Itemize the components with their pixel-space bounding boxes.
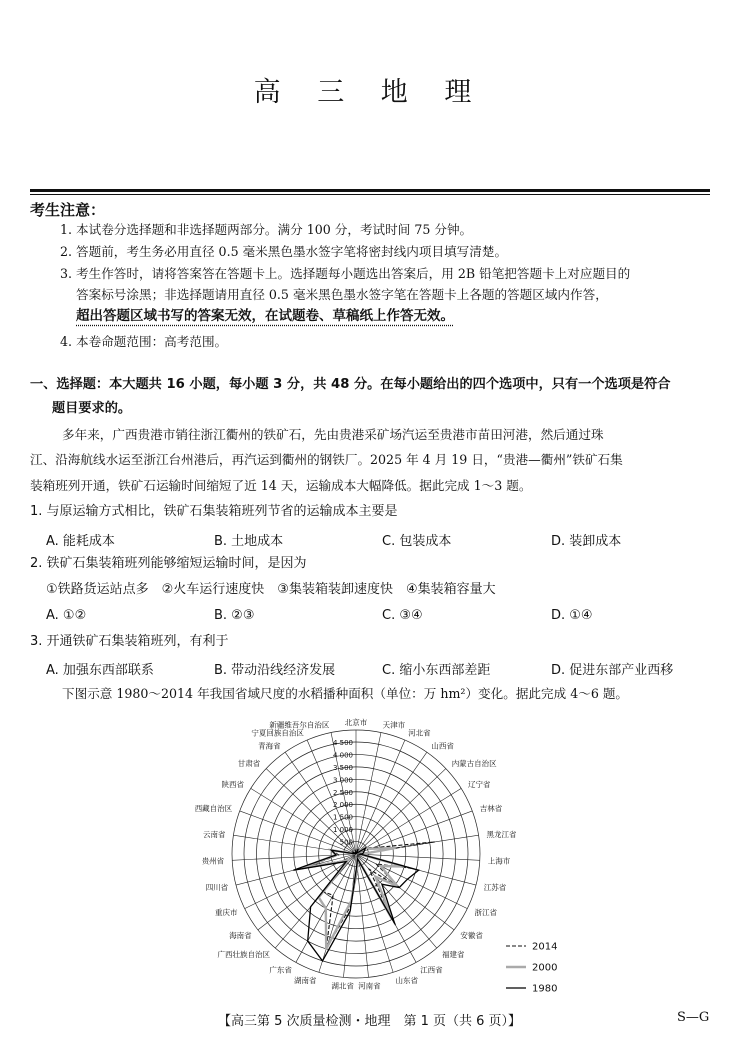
passage1-line-2: 江、沿海航线水运至浙江台州港后，再汽运到衢州的钢铁厂。2025 年 4 月 19 日，“贵港—衢州”铁矿石集 (30, 452, 623, 467)
q3-option-a[interactable]: A. 加强东西部联系 (46, 663, 154, 678)
radial-label-500: 500 (339, 838, 353, 847)
spoke-10 (356, 854, 467, 909)
chart-legend (506, 942, 557, 995)
radial-label-4500: 4 500 (332, 739, 353, 747)
radial-label-4000: 4 000 (332, 751, 353, 760)
category-label: 新疆维吾尔自治区 (269, 720, 330, 730)
category-label: 辽宁省 (468, 780, 491, 790)
category-label: 海南省 (229, 930, 252, 940)
q1-option-c[interactable]: C. 包装成本 (382, 534, 452, 549)
notice-heading: 考生注意： (30, 201, 106, 219)
legend-label-1980: 1980 (532, 983, 558, 995)
passage2: 下图示意 1980～2014 年我国省域尺度的水稻播种面积（单位：万 hm²）变化。据此完成 4～6 题。 (62, 686, 629, 701)
question-3-stem: 3. 开通铁矿石集装箱班列，有利于 (30, 634, 229, 649)
header-rule-thick (30, 189, 710, 192)
category-label: 内蒙古自治区 (451, 759, 497, 769)
category-label: 西藏自治区 (194, 804, 233, 814)
category-label: 江苏省 (483, 883, 507, 893)
radial-label-1000: 1 000 (332, 826, 353, 835)
q2-option-a[interactable]: A. ①② (46, 608, 87, 623)
category-label: 上海市 (487, 856, 511, 866)
q1-option-a[interactable]: A. 能耗成本 (46, 534, 115, 549)
question-2-stem: 2. 铁矿石集装箱班列能够缩短运输时间，是因为 (30, 556, 307, 571)
q2-option-b[interactable]: B. ②③ (214, 608, 255, 623)
category-label: 湖南省 (294, 975, 317, 985)
category-label: 黑龙江省 (486, 830, 517, 839)
question-1-stem: 1. 与原运输方式相比，铁矿石集装箱班列节省的运输成本主要是 (30, 504, 398, 519)
spoke-11 (356, 854, 454, 930)
radial-label-2500: 2 500 (332, 788, 353, 797)
section-heading: 一、选择题：本大题共 16 小题，每小题 3 分，共 48 分。在每小题给出的四个选项中，只有一个选项是符合 (30, 377, 671, 392)
notice-emphasis: 超出答题区域书写的答案无效，在试题卷、草稿纸上作答无效。 (76, 308, 454, 324)
category-label: 福建省 (442, 950, 465, 960)
section-heading-cont: 题目要求的。 (52, 401, 132, 416)
q3-option-c[interactable]: C. 缩小东西部差距 (382, 663, 491, 678)
category-label: 四川省 (205, 883, 229, 893)
passage1-line-1: 多年来，广西贵港市销往浙江衢州的铁矿石，先由贵港采矿场汽运至贵港市苗田河港，然后通过珠 (62, 427, 604, 442)
category-label: 贵州省 (201, 856, 225, 866)
notice-item-4: 4. 本卷命题范围：高考范围。 (60, 334, 228, 349)
category-label: 河南省 (358, 981, 381, 991)
category-label: 青海省 (258, 741, 281, 751)
header-rule-thin (30, 194, 710, 195)
category-label: 山西省 (431, 741, 454, 751)
radial-label-2000: 2 000 (332, 801, 353, 810)
category-label: 吉林省 (479, 804, 503, 814)
question-2-statements: ①铁路货运站点多 ②火车运行速度快 ③集装箱装卸速度快 ④集装箱容量大 (46, 582, 496, 597)
page-title: 高 三 地 理 (253, 77, 486, 108)
spoke-4 (356, 769, 446, 854)
category-label: 重庆市 (215, 908, 238, 918)
rice-area-radar-chart (180, 706, 570, 1004)
notice-item-3: 3. 考生作答时，请将答案答在答题卡上。选择题每小题选出答案后，用 2B 铅笔把答题卡上对应题目的 (60, 266, 631, 281)
spoke-5 (356, 788, 461, 854)
notice-item-2: 2. 答题前，考生务必用直径 0.5 毫米黑色墨水签字笔将密封线内项目填写清楚。 (60, 244, 508, 259)
category-label: 北京市 (344, 718, 368, 727)
category-label: 山东省 (395, 975, 418, 985)
page-footer: 【高三第 5 次质量检测・地理 第 1 页（共 6 页）】 (217, 1014, 522, 1029)
legend-label-2000: 2000 (532, 962, 558, 974)
category-label: 浙江省 (474, 908, 497, 918)
category-label: 广东省 (269, 965, 292, 975)
radial-label-3000: 3 000 (332, 776, 353, 785)
category-label: 甘肃省 (237, 759, 261, 769)
category-label: 天津市 (382, 720, 406, 730)
passage1-line-3: 装箱班列开通，铁矿石运输时间缩短了近 14 天，运输成本大幅降低。据此完成 1～3 题。 (30, 478, 532, 493)
q2-option-c[interactable]: C. ③④ (382, 608, 423, 623)
category-label: 河北省 (408, 728, 431, 738)
notice-item-3-cont: 答案标号涂黑；非选择题请用直径 0.5 毫米黑色墨水签字笔在答题卡上各题的答题区域内作答， (76, 287, 608, 302)
q3-option-b[interactable]: B. 带动沿线经济发展 (214, 663, 336, 678)
q2-option-d[interactable]: D. ①④ (551, 608, 593, 623)
radar-radial-labels (333, 739, 353, 847)
category-label: 云南省 (203, 830, 226, 839)
category-label: 湖北省 (331, 981, 354, 991)
notice-item-1: 1. 本试卷分选择题和非选择题两部分。满分 100 分，考试时间 75 分钟。 (60, 222, 473, 237)
category-label: 江西省 (420, 965, 443, 975)
radial-label-1500: 1 500 (332, 813, 353, 822)
legend-label-2014: 2014 (532, 941, 558, 953)
q3-option-d[interactable]: D. 促进东部产业西移 (551, 663, 674, 678)
category-label: 陕西省 (221, 780, 244, 790)
category-label: 宁夏回族自治区 (251, 728, 304, 738)
q1-option-b[interactable]: B. 土地成本 (214, 534, 284, 549)
footer-code: S—G (677, 1010, 710, 1025)
category-label: 安徽省 (460, 930, 483, 940)
category-label: 广西壮族自治区 (217, 950, 270, 960)
radial-label-3500: 3 500 (332, 763, 353, 772)
q1-option-d[interactable]: D. 装卸成本 (551, 534, 622, 549)
